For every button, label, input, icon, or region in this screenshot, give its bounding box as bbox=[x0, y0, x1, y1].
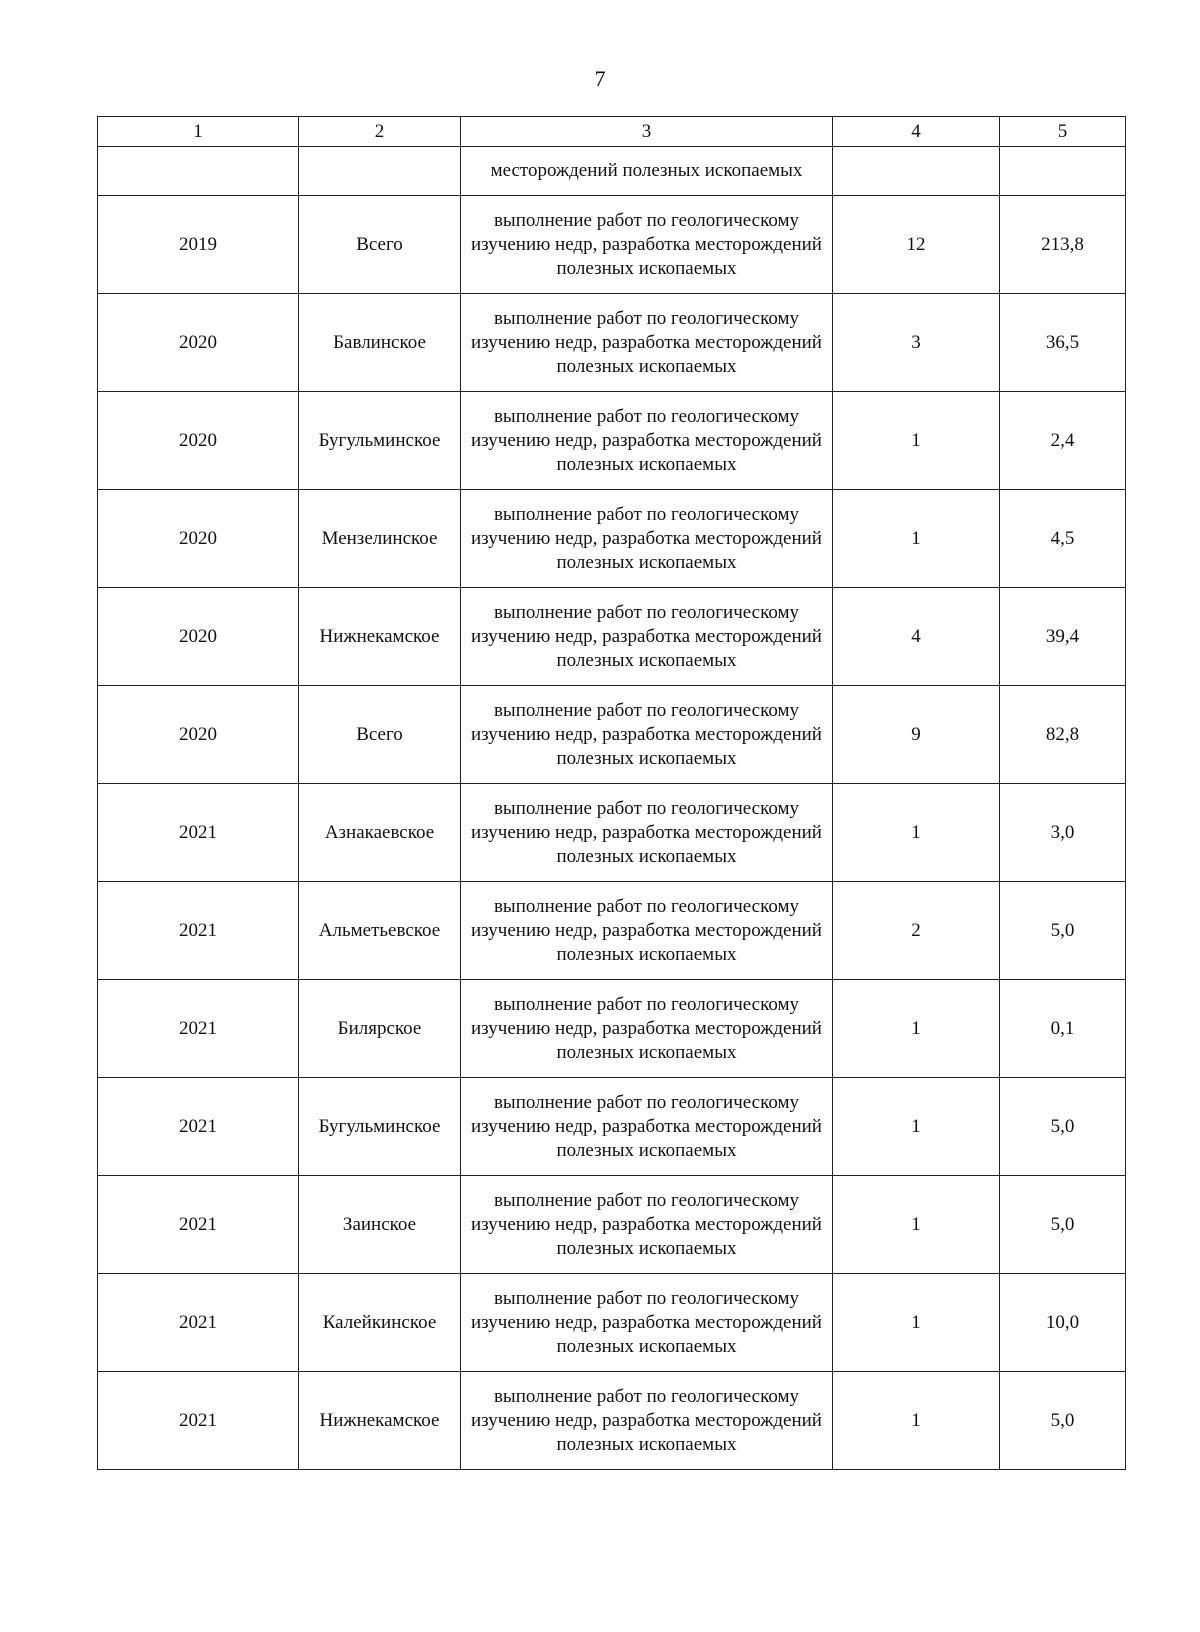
district-cell: Азнакаевское bbox=[299, 784, 461, 882]
table-row bbox=[98, 1372, 1126, 1470]
column-header-3: 3 bbox=[461, 117, 833, 147]
value-cell: 4,5 bbox=[1000, 490, 1126, 588]
value-cell: 0,1 bbox=[1000, 980, 1126, 1078]
work-description-cell bbox=[461, 196, 833, 294]
table-row bbox=[98, 1176, 1126, 1274]
work-description-cell bbox=[461, 980, 833, 1078]
district-cell: Билярское bbox=[299, 980, 461, 1078]
count-cell: 1 bbox=[833, 980, 1000, 1078]
value-cell: 82,8 bbox=[1000, 686, 1126, 784]
column-header-5: 5 bbox=[1000, 117, 1126, 147]
continuation-row bbox=[98, 147, 1126, 196]
count-cell: 12 bbox=[833, 196, 1000, 294]
work-description-text: выполнение работ по геологическому изучению недр, разработка месторождений полезных ископаемых bbox=[471, 209, 822, 279]
work-description-cell bbox=[461, 490, 833, 588]
value-cell: 213,8 bbox=[1000, 196, 1126, 294]
table-row bbox=[98, 196, 1126, 294]
district-cell: Мензелинское bbox=[299, 490, 461, 588]
year-cell: 2020 bbox=[98, 588, 299, 686]
work-description-cell bbox=[461, 1176, 833, 1274]
district-cell: Заинское bbox=[299, 1176, 461, 1274]
work-description-text: выполнение работ по геологическому изучению недр, разработка месторождений полезных ископаемых bbox=[471, 1287, 822, 1357]
table-row bbox=[98, 588, 1126, 686]
district-cell: Нижнекамское bbox=[299, 1372, 461, 1470]
district-cell: Нижнекамское bbox=[299, 588, 461, 686]
value-cell bbox=[1000, 147, 1126, 196]
work-description-text: выполнение работ по геологическому изучению недр, разработка месторождений полезных ископаемых bbox=[471, 1385, 822, 1455]
count-cell: 3 bbox=[833, 294, 1000, 392]
work-description-cell bbox=[461, 686, 833, 784]
work-description-text: выполнение работ по геологическому изучению недр, разработка месторождений полезных ископаемых bbox=[471, 405, 822, 475]
column-header-1: 1 bbox=[98, 117, 299, 147]
work-description-cell bbox=[461, 392, 833, 490]
district-cell: Бавлинское bbox=[299, 294, 461, 392]
count-cell: 1 bbox=[833, 490, 1000, 588]
work-description-text: выполнение работ по геологическому изучению недр, разработка месторождений полезных ископаемых bbox=[471, 993, 822, 1063]
header-row bbox=[98, 117, 1126, 147]
year-cell: 2020 bbox=[98, 392, 299, 490]
work-description-text: выполнение работ по геологическому изучению недр, разработка месторождений полезных ископаемых bbox=[471, 503, 822, 573]
district-cell: Альметьевское bbox=[299, 882, 461, 980]
value-cell: 5,0 bbox=[1000, 1078, 1126, 1176]
value-cell: 10,0 bbox=[1000, 1274, 1126, 1372]
column-header-2: 2 bbox=[299, 117, 461, 147]
value-cell: 5,0 bbox=[1000, 882, 1126, 980]
count-cell: 9 bbox=[833, 686, 1000, 784]
work-description-text: выполнение работ по геологическому изучению недр, разработка месторождений полезных ископаемых bbox=[471, 1189, 822, 1259]
work-description-text: выполнение работ по геологическому изучению недр, разработка месторождений полезных ископаемых bbox=[471, 307, 822, 377]
year-cell: 2021 bbox=[98, 882, 299, 980]
table-row bbox=[98, 1274, 1126, 1372]
table-row bbox=[98, 784, 1126, 882]
count-cell: 1 bbox=[833, 784, 1000, 882]
work-description-cell bbox=[461, 1372, 833, 1470]
table-row bbox=[98, 882, 1126, 980]
value-cell: 5,0 bbox=[1000, 1176, 1126, 1274]
district-cell: Бугульминское bbox=[299, 1078, 461, 1176]
district-cell: Бугульминское bbox=[299, 392, 461, 490]
district-cell bbox=[299, 147, 461, 196]
year-cell: 2019 bbox=[98, 196, 299, 294]
district-cell: Всего bbox=[299, 686, 461, 784]
count-cell: 4 bbox=[833, 588, 1000, 686]
work-description-text: выполнение работ по геологическому изучению недр, разработка месторождений полезных ископаемых bbox=[471, 797, 822, 867]
year-cell bbox=[98, 147, 299, 196]
table-row bbox=[98, 392, 1126, 490]
table-row bbox=[98, 686, 1126, 784]
work-description-text: выполнение работ по геологическому изучению недр, разработка месторождений полезных ископаемых bbox=[471, 1091, 822, 1161]
page-number: 7 bbox=[594, 66, 606, 91]
count-cell: 1 bbox=[833, 1372, 1000, 1470]
year-cell: 2021 bbox=[98, 1274, 299, 1372]
value-cell: 2,4 bbox=[1000, 392, 1126, 490]
work-description-cell bbox=[461, 1078, 833, 1176]
value-cell: 5,0 bbox=[1000, 1372, 1126, 1470]
work-description-cell bbox=[461, 588, 833, 686]
value-cell: 3,0 bbox=[1000, 784, 1126, 882]
work-description-cell bbox=[461, 784, 833, 882]
year-cell: 2020 bbox=[98, 294, 299, 392]
work-description-text: выполнение работ по геологическому изучению недр, разработка месторождений полезных ископаемых bbox=[471, 895, 822, 965]
work-description-cell bbox=[461, 294, 833, 392]
work-description-text: месторождений полезных ископаемых bbox=[490, 160, 803, 181]
count-cell: 1 bbox=[833, 1176, 1000, 1274]
district-cell: Всего bbox=[299, 196, 461, 294]
year-cell: 2021 bbox=[98, 1176, 299, 1274]
table-row bbox=[98, 980, 1126, 1078]
year-cell: 2021 bbox=[98, 784, 299, 882]
work-description-text: выполнение работ по геологическому изучению недр, разработка месторождений полезных ископаемых bbox=[471, 699, 822, 769]
year-cell: 2021 bbox=[98, 1078, 299, 1176]
table-row bbox=[98, 294, 1126, 392]
year-cell: 2021 bbox=[98, 1372, 299, 1470]
table-row bbox=[98, 1078, 1126, 1176]
year-cell: 2020 bbox=[98, 490, 299, 588]
count-cell: 1 bbox=[833, 1078, 1000, 1176]
count-cell: 2 bbox=[833, 882, 1000, 980]
column-header-4: 4 bbox=[833, 117, 1000, 147]
year-cell: 2021 bbox=[98, 980, 299, 1078]
district-cell: Калейкинское bbox=[299, 1274, 461, 1372]
count-cell bbox=[833, 147, 1000, 196]
value-cell: 36,5 bbox=[1000, 294, 1126, 392]
table-row bbox=[98, 490, 1126, 588]
count-cell: 1 bbox=[833, 392, 1000, 490]
value-cell: 39,4 bbox=[1000, 588, 1126, 686]
work-description-cell bbox=[461, 147, 833, 196]
work-description-cell bbox=[461, 1274, 833, 1372]
work-description-cell bbox=[461, 882, 833, 980]
year-cell: 2020 bbox=[98, 686, 299, 784]
count-cell: 1 bbox=[833, 1274, 1000, 1372]
work-description-text: выполнение работ по геологическому изучению недр, разработка месторождений полезных ископаемых bbox=[471, 601, 822, 671]
data-table bbox=[97, 116, 1126, 1470]
